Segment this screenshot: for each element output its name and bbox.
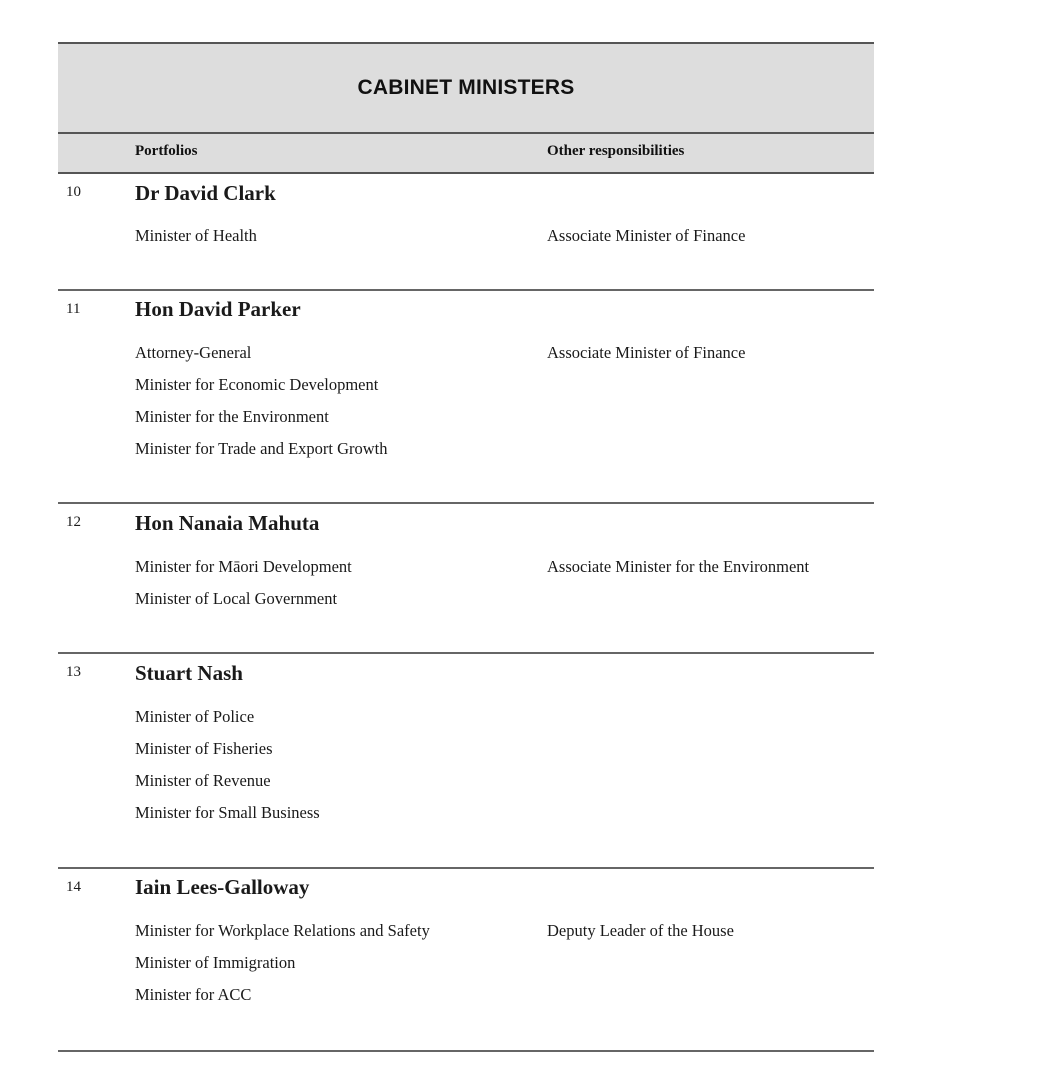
- other-responsibility-item: Associate Minister of Finance: [547, 226, 746, 245]
- portfolio-item: Minister of Fisheries: [135, 739, 273, 758]
- minister-name: Hon David Parker: [135, 297, 301, 321]
- minister-name: Iain Lees-Galloway: [135, 875, 310, 899]
- minister-number: 10: [66, 184, 81, 200]
- portfolio-item: Minister for the Environment: [135, 407, 329, 426]
- portfolio-item: Minister for Small Business: [135, 803, 320, 822]
- title-band: [58, 42, 874, 132]
- portfolio-list: [135, 701, 320, 829]
- portfolio-item: Attorney-General: [135, 343, 252, 362]
- portfolio-item: Minister of Police: [135, 707, 255, 726]
- minister-entry: [58, 654, 874, 869]
- portfolio-list: [135, 915, 430, 1011]
- portfolio-item: Minister for Economic Development: [135, 375, 379, 394]
- column-header-portfolios: Portfolios: [135, 143, 198, 159]
- minister-number: 11: [66, 301, 81, 317]
- portfolio-item: Minister of Health: [135, 226, 257, 245]
- page-title: CABINET MINISTERS: [357, 76, 575, 99]
- portfolio-item: Minister for Trade and Export Growth: [135, 439, 388, 458]
- minister-number: 14: [66, 879, 81, 895]
- minister-number: 13: [66, 664, 81, 680]
- other-responsibility-item: Associate Minister of Finance: [547, 343, 746, 362]
- other-responsibility-item: Associate Minister for the Environment: [547, 557, 810, 576]
- minister-name: Hon Nanaia Mahuta: [135, 511, 320, 535]
- minister-entry: [58, 174, 874, 291]
- other-responsibilities-list: [547, 220, 745, 252]
- minister-name: Dr David Clark: [135, 181, 276, 205]
- other-responsibilities-list: [547, 915, 734, 947]
- other-responsibilities-list: [547, 337, 745, 369]
- portfolio-item: Minister for Māori Development: [135, 557, 352, 576]
- minister-number: 12: [66, 514, 81, 530]
- portfolio-item: Minister of Immigration: [135, 953, 296, 972]
- portfolio-list: [135, 337, 388, 465]
- portfolio-item: Minister for Workplace Relations and Safety: [135, 921, 430, 940]
- minister-name: Stuart Nash: [135, 661, 243, 685]
- portfolio-item: Minister of Local Government: [135, 589, 338, 608]
- cabinet-ministers-document: [58, 42, 874, 1052]
- portfolio-list: [135, 551, 352, 615]
- portfolio-item: Minister for ACC: [135, 985, 252, 1004]
- minister-entry: [58, 504, 874, 654]
- portfolio-item: Minister of Revenue: [135, 771, 271, 790]
- column-header-other-responsibilities: Other responsibilities: [547, 143, 685, 159]
- minister-entry: [58, 291, 874, 504]
- portfolio-list: [135, 220, 257, 252]
- other-responsibility-item: Deputy Leader of the House: [547, 921, 734, 940]
- other-responsibilities-list: [547, 551, 809, 583]
- column-header-row: [58, 132, 874, 174]
- minister-entry: [58, 869, 874, 1052]
